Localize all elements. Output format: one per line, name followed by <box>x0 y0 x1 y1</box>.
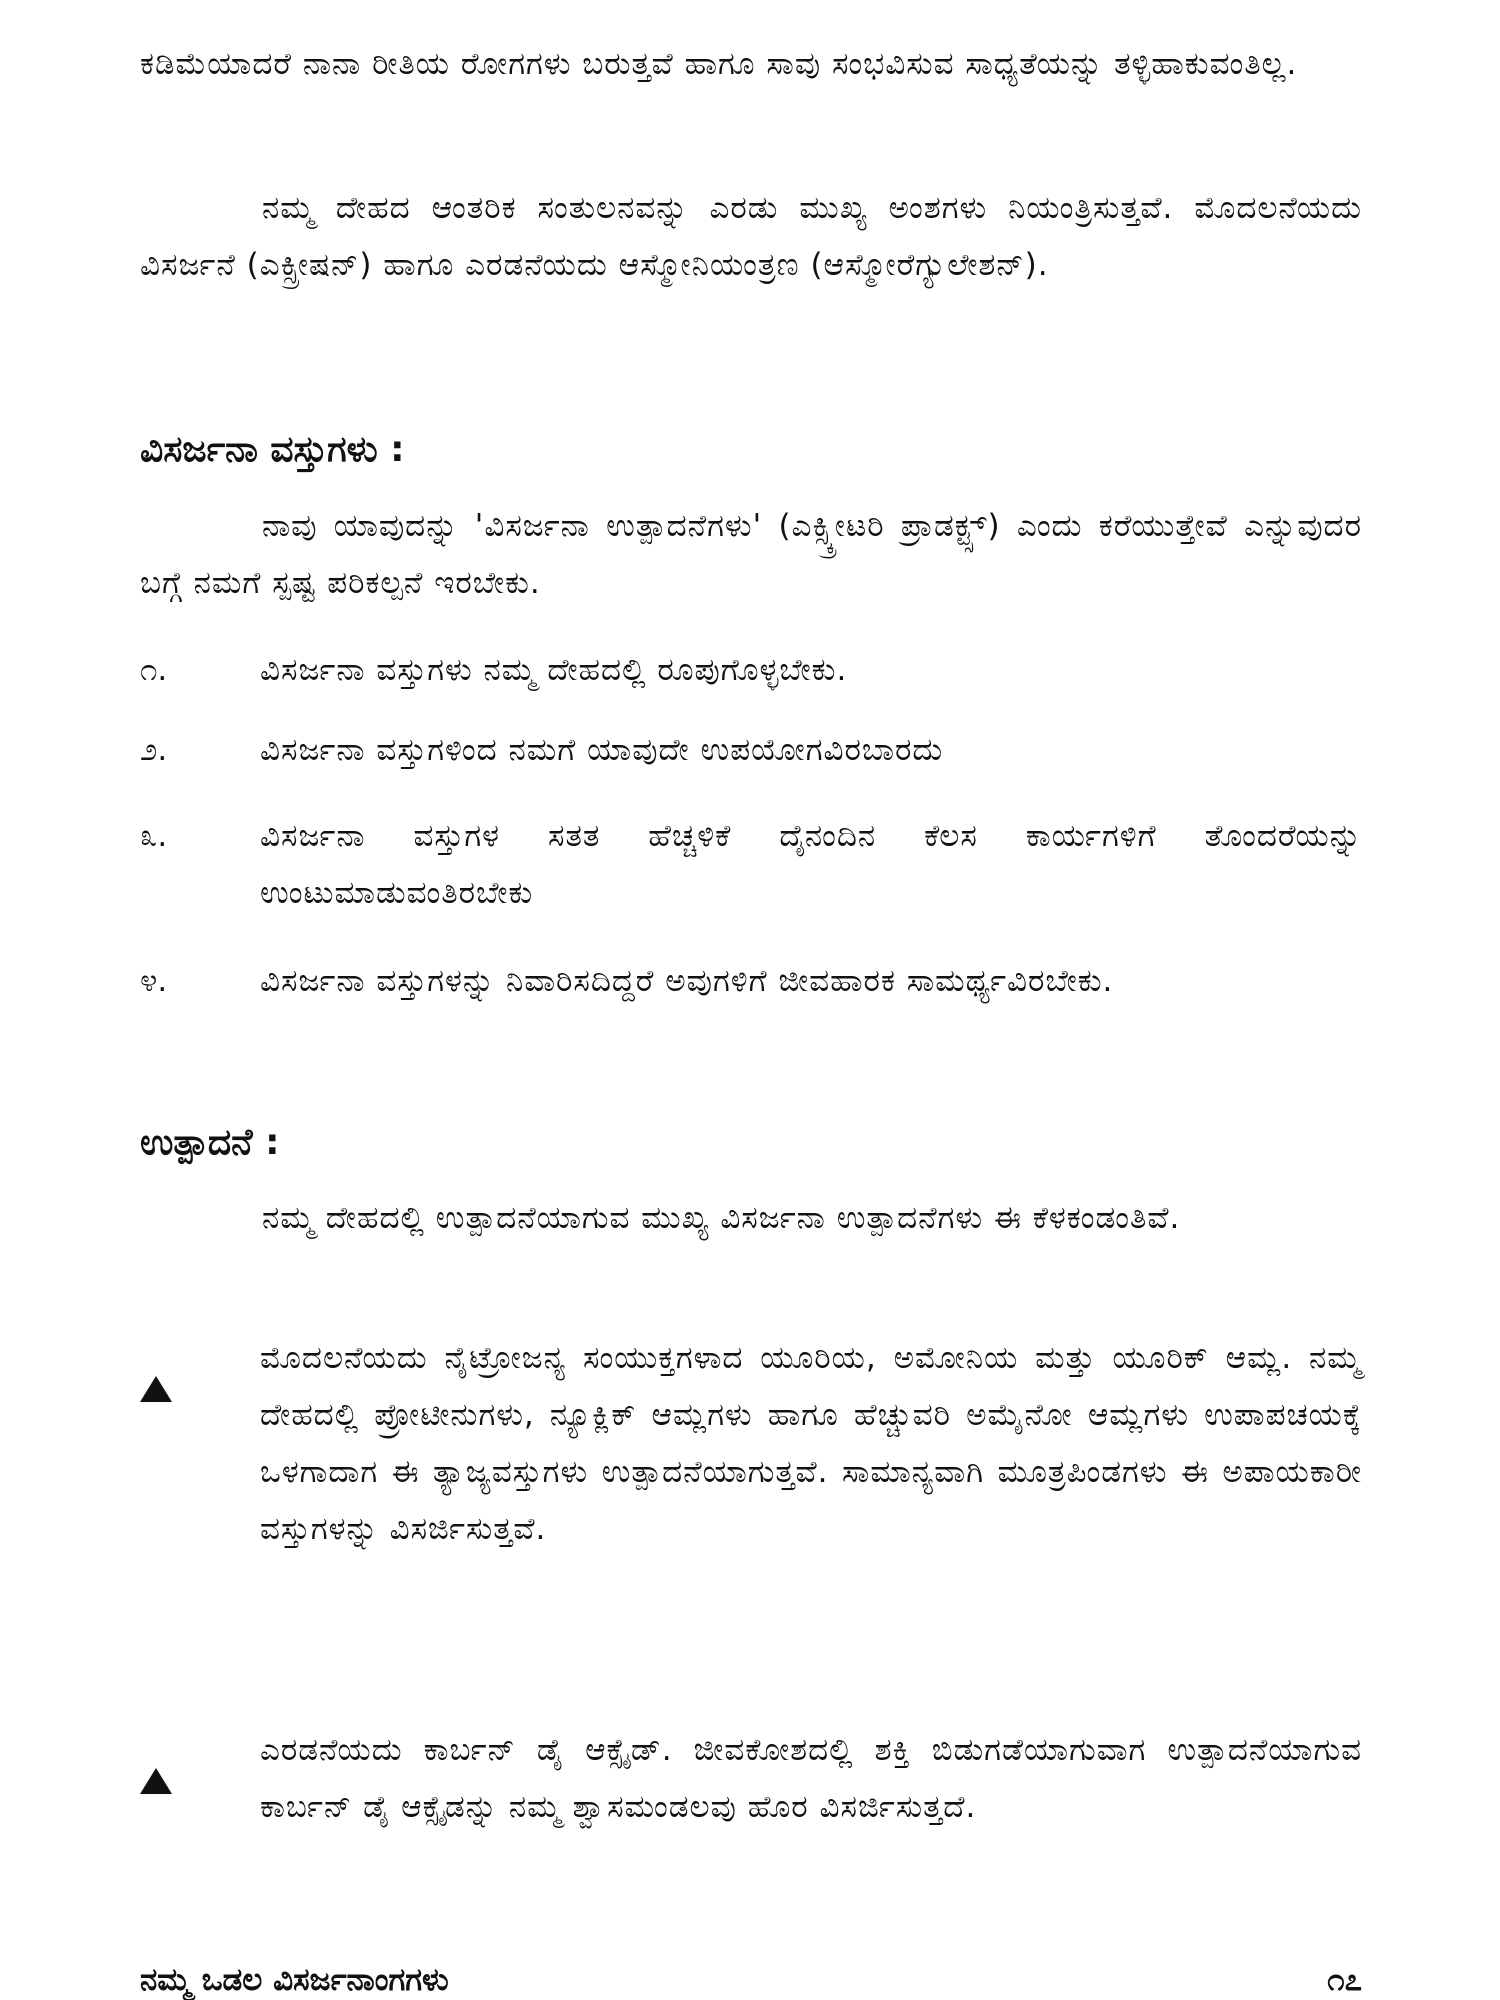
bullet-text: ಮೊದಲನೆಯದು ನೈಟ್ರೋಜನ್ಯ ಸಂಯುಕ್ತಗಳಾದ ಯೂರಿಯ, ಅಮೋನಿಯ ಮತ್ತು ಯೂರಿಕ್ ಆಮ್ಲ. ನಮ್ಮ ದೇಹದಲ್ಲಿ ಪ್ರೋಟೀನುಗಳು, ನ್ಯೂಕ್ಲಿಕ್ ಆಮ್ಲಗಳು ಹಾಗೂ ಹೆಚ್ಚುವರಿ ಅಮೈನೋ ಆಮ್ಲಗಳು ಉಪಾಪಚಯಕ್ಕೆ ಒಳಗಾದಾಗ ಈ ತ್ಯಾಜ್ಯವಸ್ತುಗಳು ಉತ್ಪಾದನೆಯಾಗುತ್ತವೆ. ಸಾಮಾನ್ಯವಾಗಿ ಮೂತ್ರಪಿಂಡಗಳು ಈ ಅಪಾಯಕಾರೀ ವಸ್ತುಗಳನ್ನು ವಿಸರ್ಜಿಸುತ್ತವೆ. <box>260 1340 1362 1547</box>
production-paragraph: ನಮ್ಮ ದೇಹದಲ್ಲಿ ಉತ್ಪಾದನೆಯಾಗುವ ಮುಖ್ಯ ವಿಸರ್ಜನಾ ಉತ್ಪಾದನೆಗಳು ಈ ಕೆಳಕಂಡಂತಿವೆ. <box>262 1200 1181 1236</box>
list-item-1 <box>140 642 1362 699</box>
bullet-text: ಎರಡನೆಯದು ಕಾರ್ಬನ್ ಡೈ ಆಕ್ಸೈಡ್. ಜೀವಕೋಶದಲ್ಲಿ ಶಕ್ತಿ ಬಿಡುಗಡೆಯಾಗುವಾಗ ಉತ್ಪಾದನೆಯಾಗುವ ಕಾರ್ಬನ್ ಡೈ ಆಕ್ಸೈಡನ್ನು ನಮ್ಮ ಶ್ವಾಸಮಂಡಲವು ಹೊರ ವಿಸರ್ಜಿಸುತ್ತದೆ. <box>260 1732 1362 1825</box>
list-item-text: ವಿಸರ್ಜನಾ ವಸ್ತುಗಳು ನಮ್ಮ ದೇಹದಲ್ಲಿ ರೂಪುಗೊಳ್ಳಬೇಕು. <box>260 652 848 688</box>
list-marker: ೨. <box>140 732 168 768</box>
page-number: ೧೭ <box>1327 1962 1362 1998</box>
list-item-text: ವಿಸರ್ಜನಾ ವಸ್ತುಗಳ ಸತತ ಹೆಚ್ಚಳಿಕೆ ದೈನಂದಿನ ಕೆಲಸ ಕಾರ್ಯಗಳಿಗೆ ತೊಂದರೆಯನ್ನು ಉಂಟುಮಾಡುವಂತಿರಬೇಕು <box>260 818 1362 911</box>
balance-paragraph: ನಮ್ಮ ದೇಹದ ಆಂತರಿಕ ಸಂತುಲನವನ್ನು ಎರಡು ಮುಖ್ಯ ಅಂಶಗಳು ನಿಯಂತ್ರಿಸುತ್ತವೆ. ಮೊದಲನೆಯದು ವಿಸರ್ಜನೆ (ಎಕ್ಸ್ರೀಷನ್) ಹಾಗೂ ಎರಡನೆಯದು ಆಸ್ಮೋನಿಯಂತ್ರಣ (ಆಸ್ಮೋರೆಗ್ಯುಲೇಶನ್). <box>140 190 1362 283</box>
page-footer <box>140 1960 1362 2000</box>
triangle-bullet-icon <box>140 1722 260 1836</box>
list-item-text: ವಿಸರ್ಜನಾ ವಸ್ತುಗಳಿಂದ ನಮಗೆ ಯಾವುದೇ ಉಪಯೋಗವಿರಬಾರದು <box>260 732 944 768</box>
list-marker: ೪. <box>140 963 168 999</box>
footer-title: ನಮ್ಮ ಒಡಲ ವಿಸರ್ಜನಾಂಗಗಳು <box>140 1962 449 1998</box>
heading-production: ಉತ್ಪಾದನೆ : <box>140 1122 280 1163</box>
bullet-item-2 <box>140 1722 1362 1836</box>
list-marker: ೧. <box>140 652 168 688</box>
list-marker: ೩. <box>140 818 168 854</box>
list-item-4 <box>140 953 1362 1010</box>
bullet-item-1 <box>140 1330 1362 1558</box>
intro-paragraph: ಕಡಿಮೆಯಾದರೆ ನಾನಾ ರೀತಿಯ ರೋಗಗಳು ಬರುತ್ತವೆ ಹಾಗೂ ಸಾವು ಸಂಭವಿಸುವ ಸಾಧ್ಯತೆಯನ್ನು ತಳ್ಳಿಹಾಕುವಂತಿಲ್ಲ. <box>140 46 1298 82</box>
list-item-text: ವಿಸರ್ಜನಾ ವಸ್ತುಗಳನ್ನು ನಿವಾರಿಸದಿದ್ದರೆ ಅವುಗಳಿಗೆ ಜೀವಹಾರಕ ಸಾಮರ್ಥ್ಯವಿರಬೇಕು. <box>260 963 1114 999</box>
triangle-bullet-icon <box>140 1330 260 1558</box>
excretory-products-paragraph: ನಾವು ಯಾವುದನ್ನು 'ವಿಸರ್ಜನಾ ಉತ್ಪಾದನೆಗಳು' (ಎಕ್ಸ್ಕ್ರೀಟರಿ ಪ್ರಾಡಕ್ಟ್ಸ್) ಎಂದು ಕರೆಯುತ್ತೇವೆ ಎನ್ನುವುದರ ಬಗ್ಗೆ ನಮಗೆ ಸ್ಪಷ್ಟ ಪರಿಕಲ್ಪನೆ ಇರಬೇಕು. <box>140 508 1362 601</box>
list-item-3 <box>140 808 1362 922</box>
heading-excretory-substances: ವಿಸರ್ಜನಾ ವಸ್ತುಗಳು : <box>140 429 405 470</box>
list-item-2 <box>140 722 1362 779</box>
